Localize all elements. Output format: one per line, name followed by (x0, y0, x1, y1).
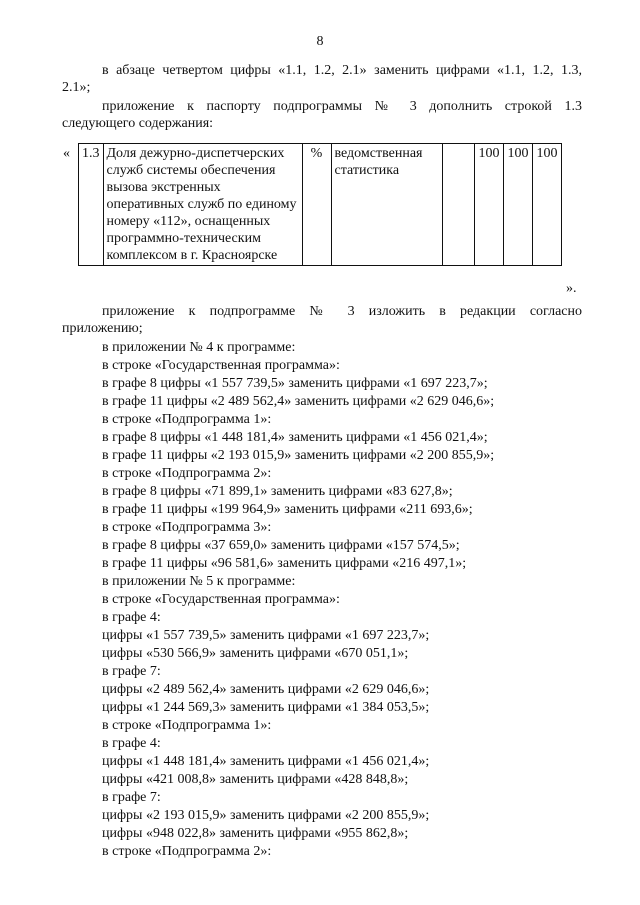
list-item: в строке «Подпрограмма 3»: (102, 520, 272, 535)
list-item: в графе 11 цифры «2 193 015,9» заменить цифрами «2 200 855,9»; (102, 448, 495, 463)
page-number: 8 (316, 34, 324, 49)
list-item: в графе 8 цифры «71 899,1» заменить цифрами «83 627,8»; (102, 484, 453, 499)
paragraph-line: в абзаце четвертом цифры «1.1, 1.2, 2.1» заменить цифрами «1.1, 1.2, 1.3, (102, 63, 582, 78)
cell-source: ведомственная статистика (331, 144, 442, 266)
list-item: в графе 7: (102, 790, 161, 805)
list-item: в графе 8 цифры «37 659,0» заменить цифрами «157 574,5»; (102, 538, 460, 553)
cell-empty (442, 144, 474, 266)
list-item: в строке «Государственная программа»: (102, 358, 340, 373)
list-item: в приложении № 4 к программе: (102, 340, 296, 355)
list-item: в приложении № 5 к программе: (102, 574, 296, 589)
list-item: цифры «2 489 562,4» заменить цифрами «2 629 046,6»; (102, 682, 430, 697)
cell-value-1: 100 (474, 144, 503, 266)
list-item: цифры «530 566,9» заменить цифрами «670 051,1»; (102, 646, 409, 661)
list-item: в графе 8 цифры «1 557 739,5» заменить цифрами «1 697 223,7»; (102, 376, 488, 391)
list-item: в графе 11 цифры «199 964,9» заменить цифрами «211 693,6»; (102, 502, 473, 517)
list-item: цифры «1 244 569,3» заменить цифрами «1 384 053,5»; (102, 700, 430, 715)
list-item: в графе 11 цифры «96 581,6» заменить цифрами «216 497,1»; (102, 556, 467, 571)
paragraph-prilozhenie-pasport (62, 98, 582, 132)
table-row (79, 144, 562, 266)
list-item: цифры «948 022,8» заменить цифрами «955 862,8»; (102, 826, 409, 841)
cell-indicator-name: Доля дежурно-диспетчерских служб системы обеспечения вызова экстренных оперативных служб по единому номеру «112», оснащенных программно-техническим комплексом в г. Красноярске (103, 144, 302, 266)
paragraph-prilozhenie-podprogramma (62, 303, 582, 337)
close-quote: ». (566, 281, 577, 296)
list-item: в графе 4: (102, 610, 161, 625)
cell-value-2: 100 (503, 144, 532, 266)
list-item: в графе 8 цифры «1 448 181,4» заменить цифрами «1 456 021,4»; (102, 430, 488, 445)
paragraph-line: приложению; (62, 321, 143, 336)
cell-number: 1.3 (79, 144, 104, 266)
list-item: в графе 4: (102, 736, 161, 751)
cell-value-3: 100 (532, 144, 561, 266)
list-item: в строке «Государственная программа»: (102, 592, 340, 607)
list-item: цифры «1 557 739,5» заменить цифрами «1 697 223,7»; (102, 628, 430, 643)
list-item: цифры «2 193 015,9» заменить цифрами «2 200 855,9»; (102, 808, 430, 823)
list-item: в строке «Подпрограмма 1»: (102, 718, 272, 733)
paragraph-line: следующего содержания: (62, 116, 214, 131)
open-quote: « (63, 146, 70, 161)
paragraph-abzac (62, 62, 582, 96)
cell-unit: % (302, 144, 331, 266)
paragraph-line: приложение к паспорту подпрограммы № 3 дополнить строкой 1.3 (102, 99, 582, 114)
list-item: цифры «421 008,8» заменить цифрами «428 848,8»; (102, 772, 409, 787)
list-item: в строке «Подпрограмма 2»: (102, 844, 272, 859)
paragraph-line: 2.1»; (62, 80, 91, 95)
list-item: в строке «Подпрограмма 2»: (102, 466, 272, 481)
list-item: цифры «1 448 181,4» заменить цифрами «1 456 021,4»; (102, 754, 430, 769)
list-item: в графе 11 цифры «2 489 562,4» заменить цифрами «2 629 046,6»; (102, 394, 495, 409)
list-item: в строке «Подпрограмма 1»: (102, 412, 272, 427)
list-item: в графе 7: (102, 664, 161, 679)
inserted-row-table (78, 143, 562, 266)
paragraph-line: приложение к подпрограмме № 3 изложить в редакции согласно (102, 304, 582, 319)
